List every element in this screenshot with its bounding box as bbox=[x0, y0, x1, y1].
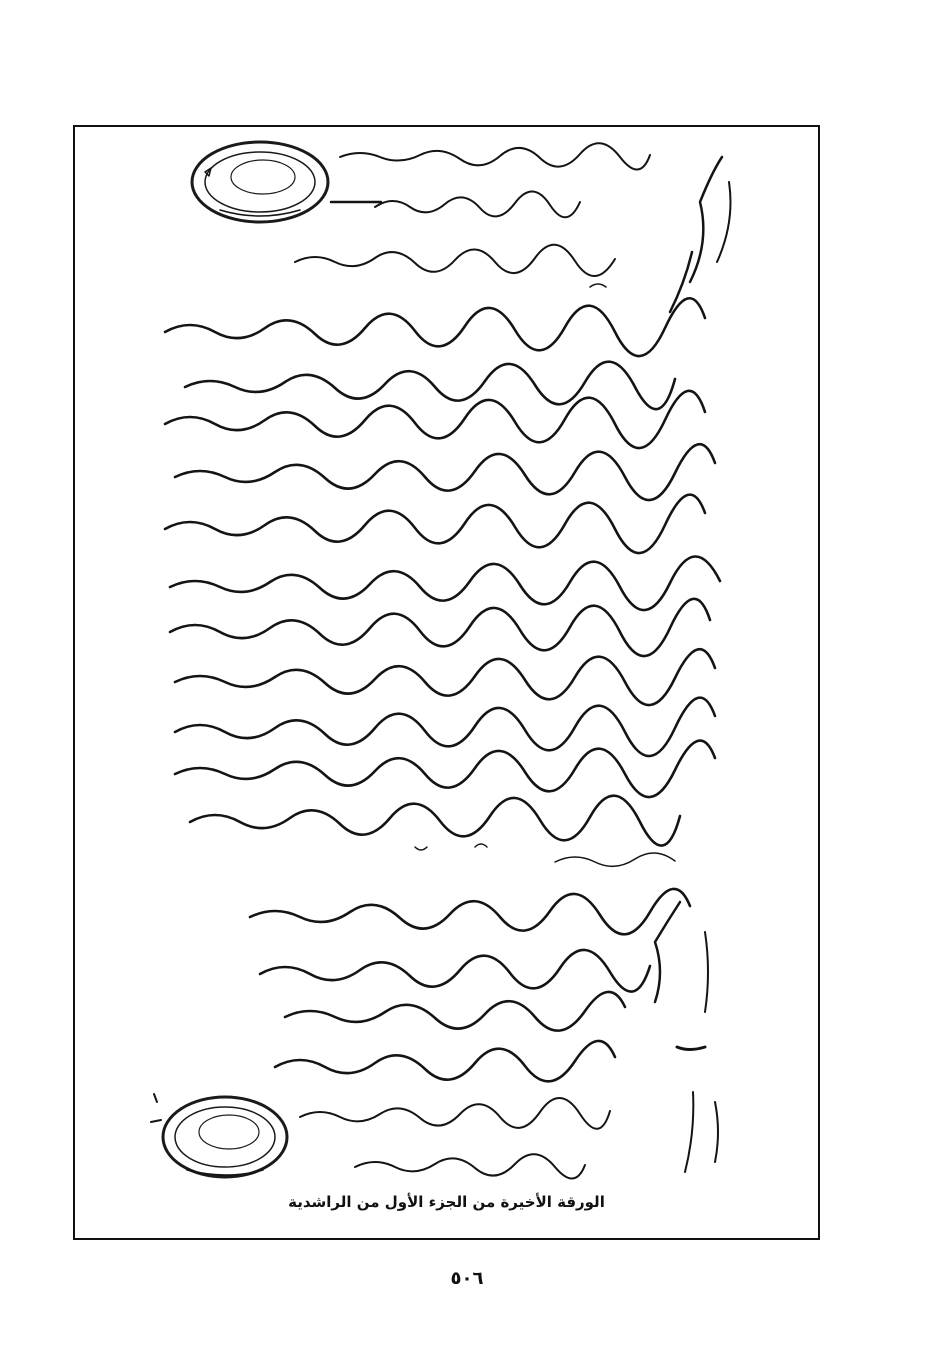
page-number: ٥٠٦ bbox=[450, 1268, 484, 1289]
margin-note-top bbox=[670, 157, 731, 312]
document-caption: الورقة الأخيرة من الجزء الأول من الراشدية bbox=[288, 1193, 605, 1211]
header-lines bbox=[295, 143, 650, 287]
round-ottoman-seal-icon bbox=[151, 1094, 287, 1177]
handwritten-manuscript-image bbox=[85, 132, 810, 1192]
certification-lines bbox=[250, 889, 690, 1179]
round-ottoman-seal-icon bbox=[192, 142, 328, 222]
body-text-lines bbox=[165, 298, 720, 866]
margin-note-bottom bbox=[655, 902, 718, 1172]
